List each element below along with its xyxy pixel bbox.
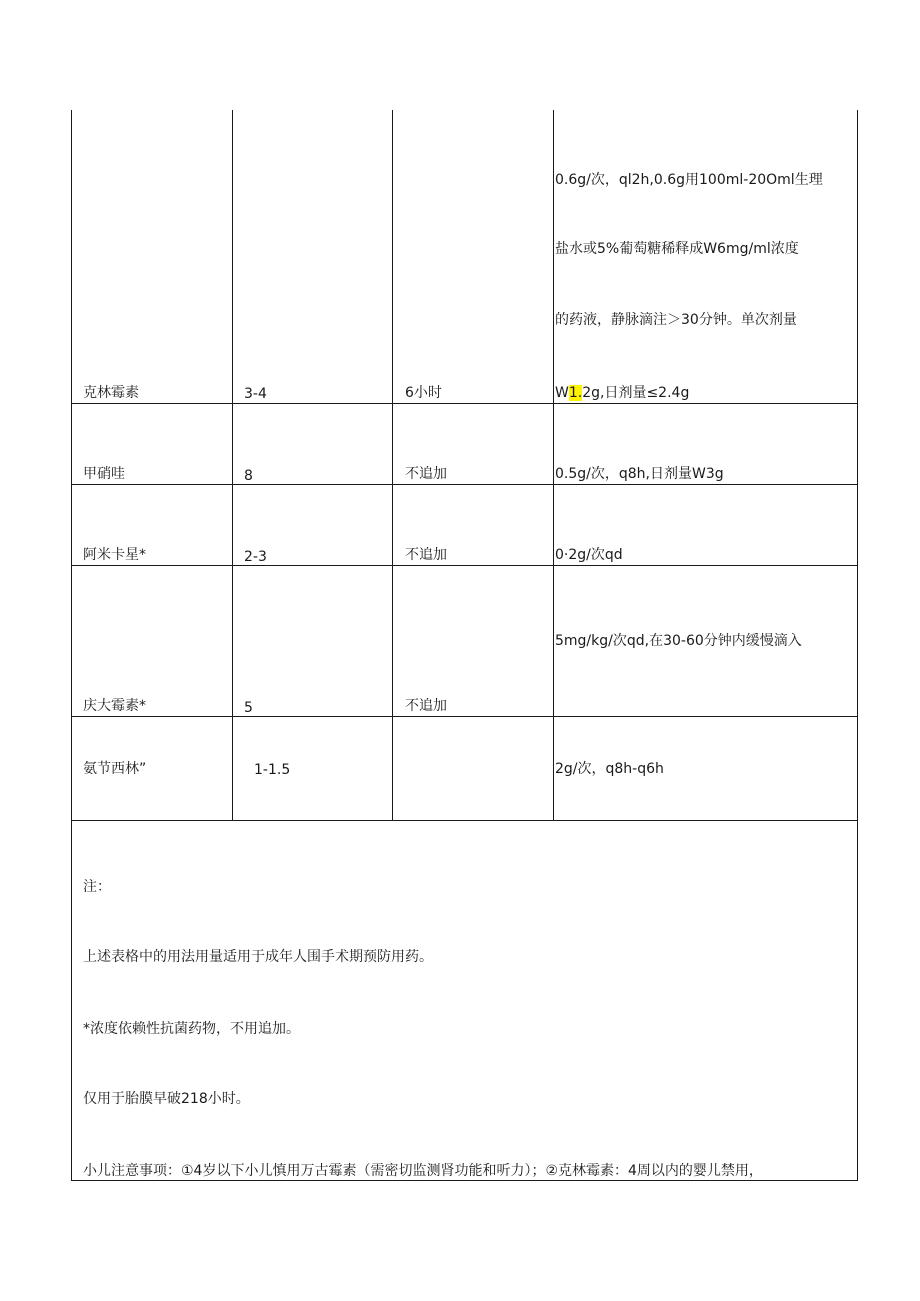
redose-cell: 不追加 [405, 547, 447, 563]
dosage-line: 0.6g/次，ql2h,0.6g用100ml-20Oml生理 [555, 172, 823, 188]
table-left-border [71, 110, 72, 1181]
highlighted-text: 1. [568, 385, 583, 401]
table-bottom-border [71, 1180, 858, 1181]
half-life-cell: 1-1.5 [254, 762, 291, 778]
table-col-divider-3 [553, 110, 554, 820]
row-divider-3 [71, 565, 858, 566]
dosage-line-last [555, 384, 689, 402]
note-line: *浓度依赖性抗菌药物，不用追加。 [83, 1021, 300, 1037]
row-divider-1 [71, 403, 858, 404]
dosage-text: W [555, 385, 569, 401]
row-divider-4 [71, 716, 858, 717]
drug-name-cell: 克林霉素 [83, 385, 139, 401]
drug-name-cell: 阿米卡星* [83, 547, 146, 563]
dosage-cell: 0·2g/次qd [555, 547, 623, 563]
dosage-line: 的药液，静脉滴注＞30分钟。单次剂量 [555, 312, 797, 328]
half-life-cell: 5 [244, 700, 253, 716]
redose-cell: 6小时 [405, 385, 442, 401]
dosage-cell: 5mg/kg/次qd,在30-60分钟内缓慢滴入 [555, 633, 802, 649]
table-right-border [857, 110, 858, 1181]
half-life-cell: 2-3 [244, 549, 267, 565]
drug-name-cell: 氨节西林” [83, 761, 147, 777]
notes-heading: 注： [83, 879, 111, 895]
note-line: 仅用于胎膜早破218小时。 [83, 1091, 250, 1107]
row-divider-5 [71, 820, 858, 821]
half-life-cell: 8 [244, 468, 253, 484]
drug-name-cell: 庆大霉素* [83, 698, 146, 714]
half-life-cell: 3-4 [244, 386, 267, 402]
note-line: 上述表格中的用法用量适用于成年人围手术期预防用药。 [83, 949, 433, 965]
redose-cell: 不追加 [405, 466, 447, 482]
dosage-text: 2g,日剂量≤2.4g [582, 385, 690, 401]
dosage-cell: 2g/次，q8h-q6h [555, 761, 664, 777]
table-col-divider-2 [392, 110, 393, 820]
row-divider-2 [71, 484, 858, 485]
dosage-cell: 0.5g/次，q8h,日剂量W3g [555, 466, 724, 482]
drug-name-cell: 甲硝哇 [83, 466, 125, 482]
note-line: 小儿注意事项：①4岁以下小儿慎用万古霉素（需密切监测肾功能和听力）；②克林霉素：4周以内的婴儿禁用， [83, 1163, 763, 1179]
dosage-line: 盐水或5%葡萄糖稀释成W6mg/ml浓度 [555, 241, 799, 257]
table-col-divider-1 [232, 110, 233, 820]
redose-cell: 不追加 [405, 698, 447, 714]
